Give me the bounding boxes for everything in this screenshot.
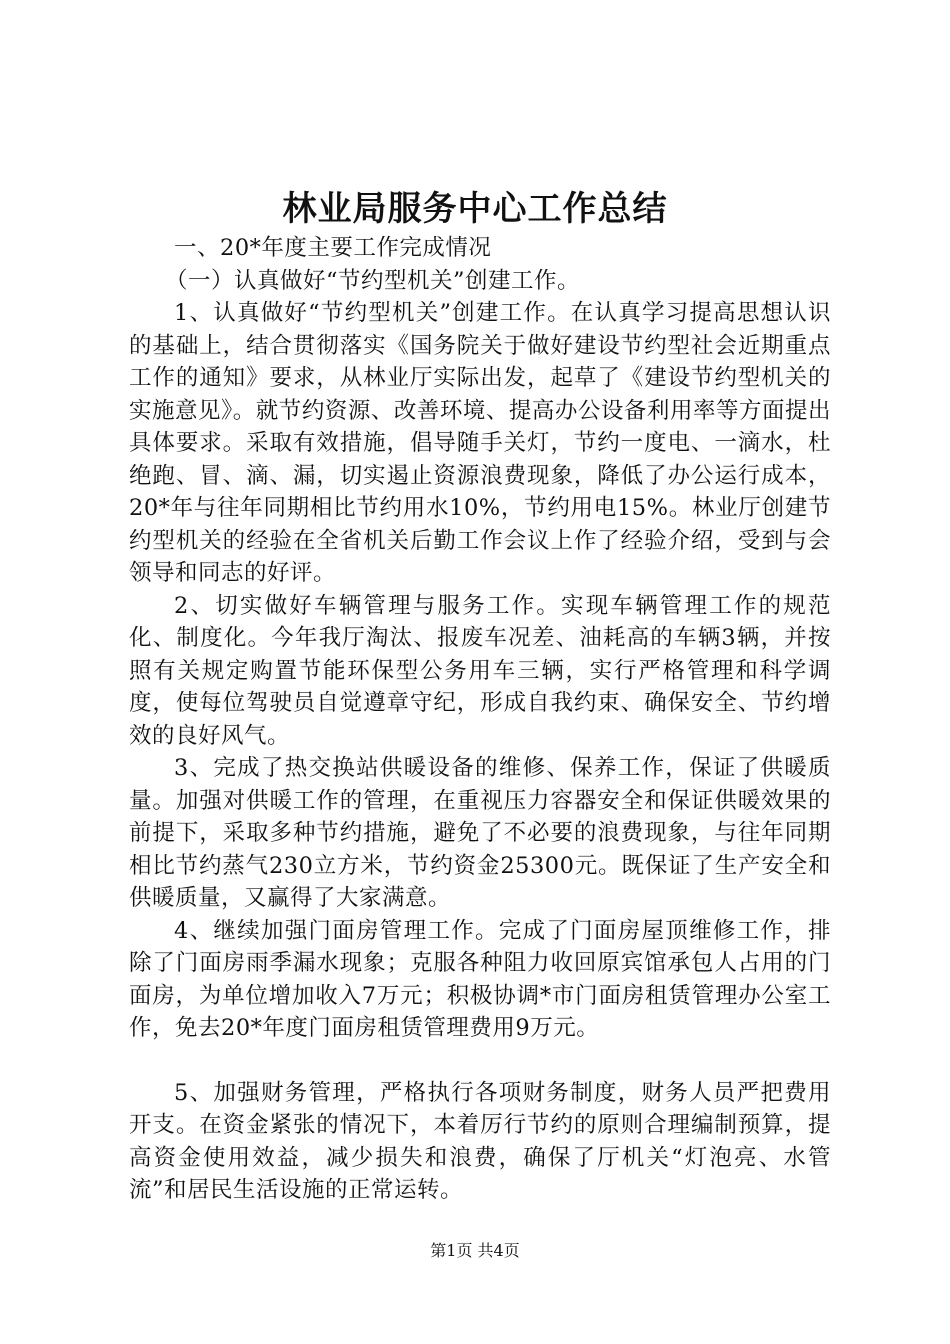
- paragraph-1: 1、认真做好“节约型机关”创建工作。在认真学习提高思想认识的基础上，结合贯彻落实《国务院关于做好建设节约型社会近期重点工作的通知》要求，从林业厅实际出发，起草了《建设节约型机关的实施意见》。就节约资源、改善环境、提高办公设备利用率等方面提出具体要求。采取有效措施，倡导随手关灯，节约一度电、一滴水，杜绝跑、冒、滴、漏，切实遏止资源浪费现象，降低了办公运行成本，20*年与往年同期相比节约用水10%，节约用电15%。林业厅创建节约型机关的经验在全省机关后勤工作会议上作了经验介绍，受到与会领导和同志的好评。: [129, 300, 831, 586]
- page-footer: 第1页 共4页: [430, 1241, 520, 1260]
- document-title: 林业局服务中心工作总结: [282, 189, 668, 229]
- subsection-heading: （一）认真做好“节约型机关”创建工作。: [165, 267, 581, 294]
- section-heading: 一、20*年度主要工作完成情况: [174, 235, 492, 261]
- paragraph-4: 4、继续加强门面房管理工作。完成了门面房屋顶维修工作，排除了门面房雨季漏水现象；克服各种阻力收回原宾馆承包人占用的门面房，为单位增加收入7万元；积极协调*市门面房租赁管理办公室工作，免去20*年度门面房租赁管理费用9万元。: [129, 917, 831, 1041]
- paragraph-5: 5、加强财务管理，严格执行各项财务制度，财务人员严把费用开支。在资金紧张的情况下，本着厉行节约的原则合理编制预算，提高资金使用效益，减少损失和浪费，确保了厅机关“灯泡亮、水管流”和居民生活设施的正常运转。: [129, 1079, 831, 1203]
- paragraph-2: 2、切实做好车辆管理与服务工作。实现车辆管理工作的规范化、制度化。今年我厅淘汰、报废车况差、油耗高的车辆3辆，并按照有关规定购置节能环保型公务用车三辆，实行严格管理和科学调度，使每位驾驶员自觉遵章守纪，形成自我约束、确保安全、节约增效的良好风气。: [129, 592, 831, 749]
- paragraph-3: 3、完成了热交换站供暖设备的维修、保养工作，保证了供暖质量。加强对供暖工作的管理，在重视压力容器安全和保证供暖效果的前提下，采取多种节约措施，避免了不必要的浪费现象，与往年同期相比节约蒸气230立方米，节约资金25300元。既保证了生产安全和供暖质量，又赢得了大家满意。: [129, 755, 831, 911]
- document-body: [129, 232, 831, 1207]
